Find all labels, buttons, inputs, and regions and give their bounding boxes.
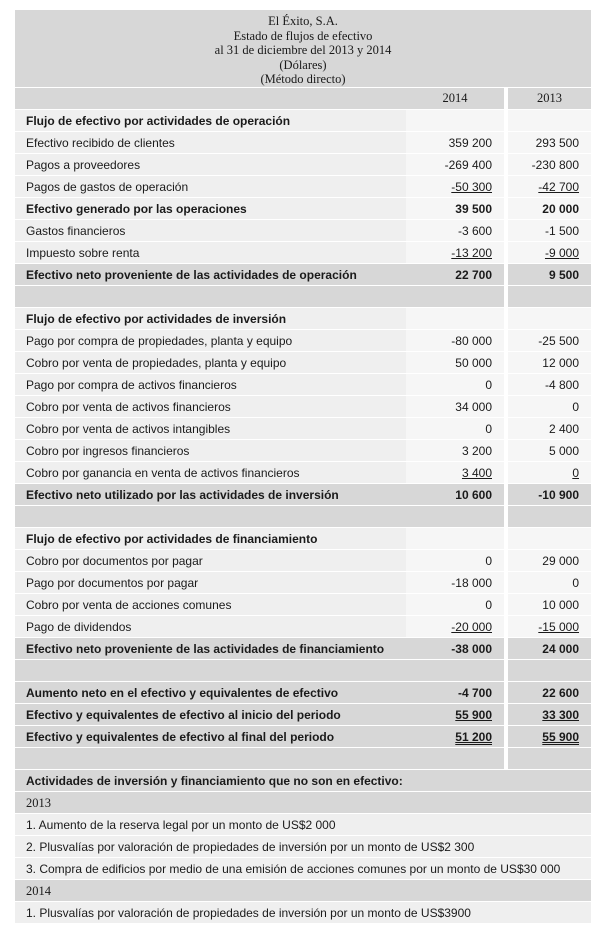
table-row	[15, 330, 591, 352]
row-label: Efectivo neto proveniente de las actividades de operación	[15, 264, 406, 286]
value-2013: 55 900	[542, 729, 579, 744]
noncash-activities	[15, 770, 591, 924]
row-label: Aumento neto en el efectivo y equivalentes de efectivo	[15, 682, 406, 704]
row-label: Cobro por ganancia en venta de activos financieros	[15, 462, 406, 484]
value-2013: -10 900	[508, 484, 591, 506]
value-2013: 20 000	[508, 198, 591, 220]
row-label: Pago por documentos por pagar	[15, 572, 406, 594]
row-label: Efectivo recibido de clientes	[15, 132, 406, 154]
value-2014: 10 600	[406, 484, 504, 506]
section-heading-label: Flujo de efectivo por actividades de operación	[15, 110, 406, 132]
row-label: Efectivo y equivalentes de efectivo al inicio del periodo	[15, 704, 406, 726]
subtotal-row	[15, 198, 591, 220]
table-row	[15, 176, 591, 198]
column-header-2013: 2013	[508, 88, 591, 110]
table-row	[15, 594, 591, 616]
row-label: Pago por compra de activos financieros	[15, 374, 406, 396]
value-2013: 2 400	[508, 418, 591, 440]
value-2013: 24 000	[508, 638, 591, 660]
value-2014: -269 400	[406, 154, 504, 176]
value-2014: 22 700	[406, 264, 504, 286]
value-2013: -15 000	[538, 619, 579, 634]
section-heading-label: Flujo de efectivo por actividades de financiamiento	[15, 528, 406, 550]
value-2013: -9 000	[544, 245, 579, 260]
value-2013: 0	[572, 465, 579, 480]
value-2013: -25 500	[508, 330, 591, 352]
spacer-row	[15, 660, 591, 682]
row-label: Impuesto sobre renta	[15, 242, 406, 264]
table-row	[15, 374, 591, 396]
row-label: Efectivo y equivalentes de efectivo al final del periodo	[15, 726, 406, 748]
value-2014: 39 500	[406, 198, 504, 220]
table-row	[15, 462, 591, 484]
noncash-item: 1. Aumento de la reserva legal por un monto de US$2 000	[15, 814, 591, 836]
value-2013: 22 600	[508, 682, 591, 704]
value-2014: 0	[406, 550, 504, 572]
column-header-2014: 2014	[406, 88, 504, 110]
value-2014: -4 700	[406, 682, 504, 704]
spacer-row	[15, 748, 591, 770]
value-2014: -13 200	[451, 245, 492, 260]
table-row	[15, 220, 591, 242]
value-2014: 0	[406, 594, 504, 616]
table-row	[15, 242, 591, 264]
value-2013: -42 700	[538, 179, 579, 194]
row-label: Cobro por venta de propiedades, planta y equipo	[15, 352, 406, 374]
net-increase-row	[15, 682, 591, 704]
value-2014: -20 000	[451, 619, 492, 634]
row-label: Cobro por ingresos financieros	[15, 440, 406, 462]
value-2014: 3 400	[461, 465, 492, 480]
section-heading-label: Flujo de efectivo por actividades de inversión	[15, 308, 406, 330]
row-label: Gastos financieros	[15, 220, 406, 242]
section-heading-financing	[15, 528, 591, 550]
value-2013: -1 500	[508, 220, 591, 242]
value-2013: 29 000	[508, 550, 591, 572]
ending-cash-row	[15, 726, 591, 748]
row-label: Cobro por venta de activos intangibles	[15, 418, 406, 440]
table-row	[15, 418, 591, 440]
row-label: Pago de dividendos	[15, 616, 406, 638]
noncash-year-2014: 2014	[15, 880, 591, 902]
table-row	[15, 352, 591, 374]
section-heading-operating	[15, 110, 591, 132]
statement-title-block	[15, 10, 591, 88]
spacer-row	[15, 506, 591, 528]
value-2014: 3 200	[406, 440, 504, 462]
row-label: Pagos a proveedores	[15, 154, 406, 176]
table-row	[15, 396, 591, 418]
row-label: Pagos de gastos de operación	[15, 176, 406, 198]
table-row	[15, 132, 591, 154]
value-2013: 12 000	[508, 352, 591, 374]
value-2014: 50 000	[406, 352, 504, 374]
table-row	[15, 616, 591, 638]
noncash-year-2013: 2013	[15, 792, 591, 814]
value-2013: 5 000	[508, 440, 591, 462]
table-row	[15, 154, 591, 176]
statement-currency: (Dólares)	[279, 57, 327, 72]
value-2014: -18 000	[406, 572, 504, 594]
value-2014: 34 000	[406, 396, 504, 418]
row-label: Efectivo generado por las operaciones	[15, 198, 406, 220]
table-row	[15, 550, 591, 572]
value-2014: 359 200	[406, 132, 504, 154]
value-2013: 33 300	[542, 707, 579, 722]
value-2014: -80 000	[406, 330, 504, 352]
statement-method: (Método directo)	[260, 72, 346, 86]
value-2014: -50 300	[451, 179, 492, 194]
column-header-blank	[15, 88, 406, 110]
row-label: Efectivo neto utilizado por las actividades de inversión	[15, 484, 406, 506]
value-2014: 0	[406, 374, 504, 396]
noncash-item: 2. Plusvalías por valoración de propiedades de inversión por un monto de US$2 300	[15, 836, 591, 858]
value-2013: 0	[508, 396, 591, 418]
table-row	[15, 572, 591, 594]
table-row	[15, 440, 591, 462]
noncash-item: 1. Plusvalías por valoración de propiedades de inversión por un monto de US$3900	[15, 902, 591, 924]
statement-period: al 31 de diciembre del 2013 y 2014	[214, 43, 392, 57]
company-name: El Éxito, S.A.	[268, 14, 338, 28]
value-2013: 10 000	[508, 594, 591, 616]
noncash-item: 3. Compra de edificios por medio de una emisión de acciones comunes por un monto de US$30 000	[15, 858, 591, 880]
row-label: Pago por compra de propiedades, planta y equipo	[15, 330, 406, 352]
total-row-operating	[15, 264, 591, 286]
total-row-investing	[15, 484, 591, 506]
value-2014: 51 200	[455, 729, 492, 744]
row-label: Cobro por venta de acciones comunes	[15, 594, 406, 616]
spacer-row	[15, 286, 591, 308]
section-heading-investing	[15, 308, 591, 330]
value-2013: -230 800	[508, 154, 591, 176]
row-label: Cobro por documentos por pagar	[15, 550, 406, 572]
value-2014: 55 900	[455, 707, 492, 722]
beginning-cash-row	[15, 704, 591, 726]
column-header-row	[15, 88, 591, 110]
cash-flow-statement	[15, 10, 591, 924]
value-2013: 9 500	[508, 264, 591, 286]
row-label: Efectivo neto proveniente de las actividades de financiamiento	[15, 638, 406, 660]
value-2014: -3 600	[406, 220, 504, 242]
value-2013: 293 500	[508, 132, 591, 154]
row-label: Cobro por venta de activos financieros	[15, 396, 406, 418]
cash-flow-table	[15, 88, 591, 770]
value-2014: 0	[406, 418, 504, 440]
value-2013: 0	[508, 572, 591, 594]
total-row-financing	[15, 638, 591, 660]
value-2014: -38 000	[406, 638, 504, 660]
statement-name: Estado de flujos de efectivo	[233, 28, 373, 43]
value-2013: -4 800	[508, 374, 591, 396]
noncash-heading: Actividades de inversión y financiamiento que no son en efectivo:	[15, 770, 591, 792]
